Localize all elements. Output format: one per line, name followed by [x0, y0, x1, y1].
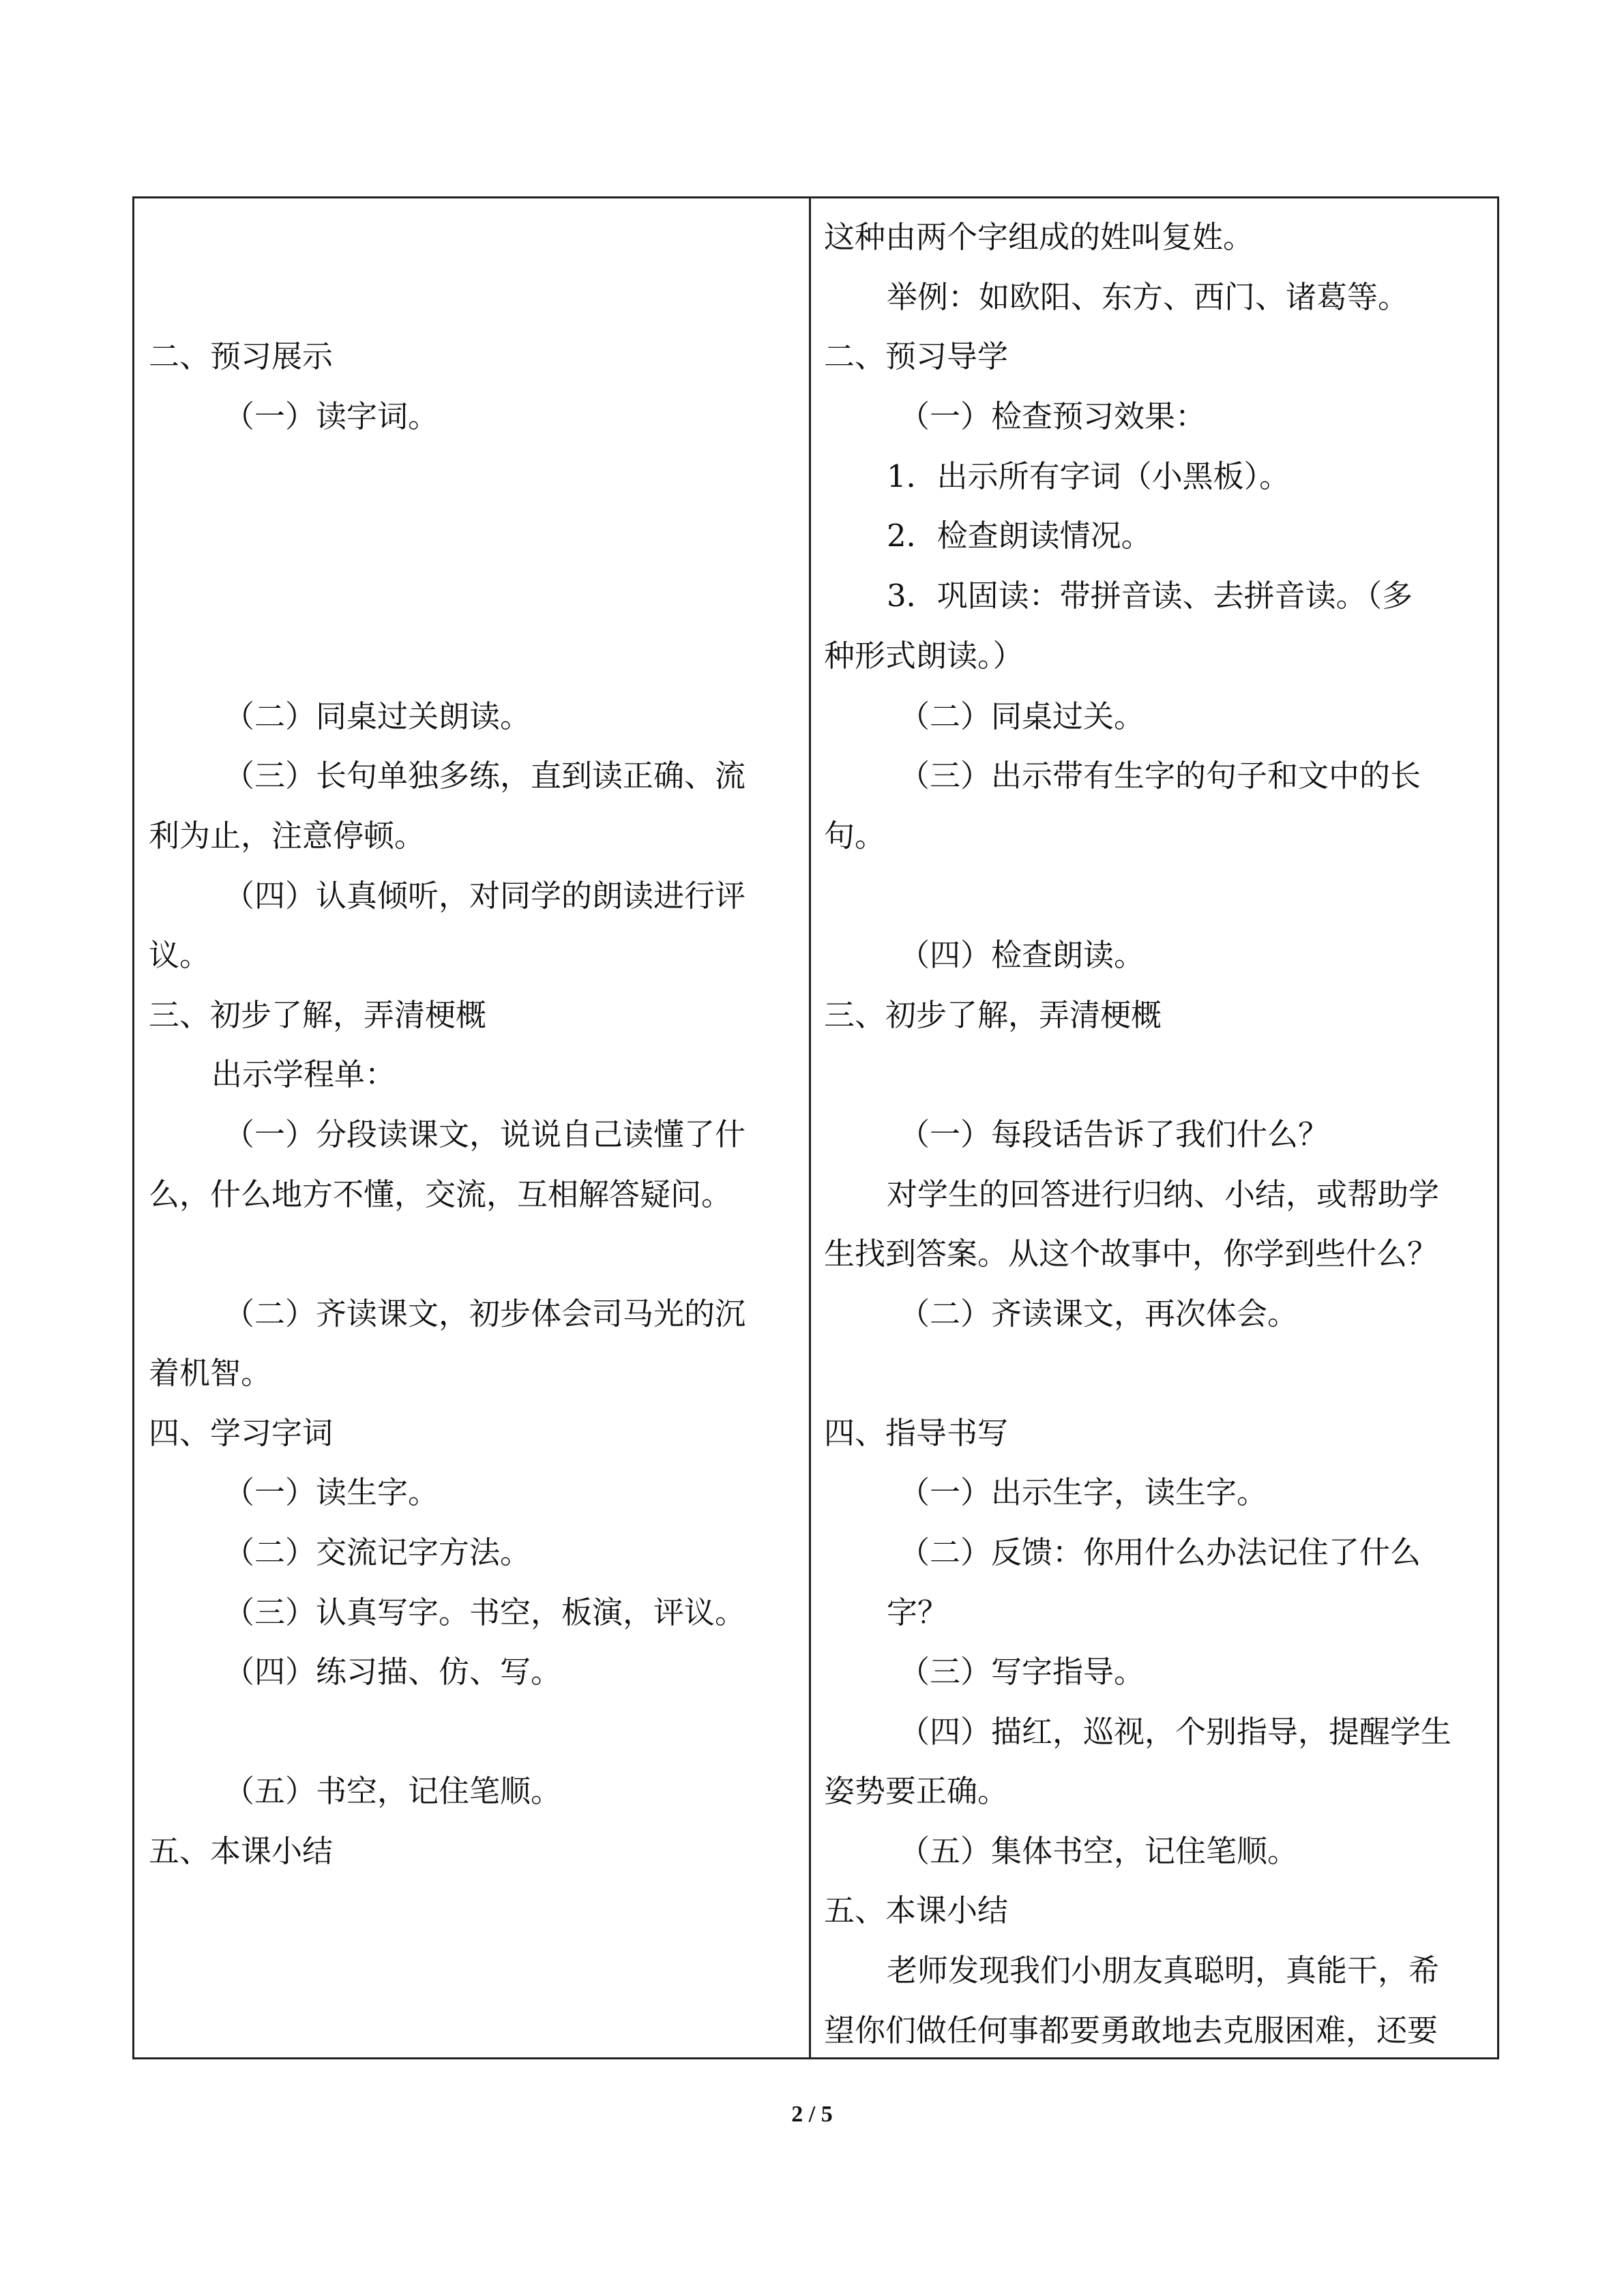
left-line: （三）长句单独多练，直到读正确、流 — [224, 758, 746, 794]
right-line: 三、初步了解，弄清梗概 — [824, 997, 1162, 1033]
right-line: （一）出示生字，读生字。 — [899, 1474, 1268, 1510]
left-line: （四）认真倾听，对同学的朗读进行评 — [224, 878, 746, 914]
left-line: （五）书空，记住笔顺。 — [224, 1773, 562, 1809]
left-line: （二）齐读课文，初步体会司马光的沉 — [224, 1296, 746, 1332]
right-line: 五、本课小结 — [824, 1892, 1009, 1928]
right-line: 望你们做任何事都要勇敢地去克服困难，还要 — [824, 2012, 1438, 2048]
left-line: 出示学程单： — [211, 1056, 396, 1092]
left-line: 三、初步了解，弄清梗概 — [149, 997, 487, 1033]
left-line: （四）练习描、仿、写。 — [224, 1654, 562, 1690]
page-number: 2 / 5 — [791, 2102, 833, 2127]
right-line: 对学生的回答进行归纳、小结，或帮助学 — [887, 1176, 1440, 1212]
right-line: 姿势要正确。 — [824, 1773, 1009, 1809]
right-line: （五）集体书空，记住笔顺。 — [899, 1833, 1299, 1869]
left-line: 四、学习字词 — [149, 1415, 334, 1451]
column-divider — [809, 196, 811, 2059]
left-line: 五、本课小结 — [149, 1833, 334, 1869]
right-line: （三）出示带有生字的句子和文中的长 — [899, 758, 1421, 794]
right-line: （四）描红，巡视，个别指导，提醒学生 — [899, 1714, 1452, 1750]
right-line: 老师发现我们小朋友真聪明，真能干，希 — [887, 1952, 1440, 1988]
right-line: 1．出示所有字词（小黑板）。 — [887, 458, 1290, 494]
right-line: 句。 — [824, 818, 886, 854]
left-line: 着机智。 — [149, 1355, 272, 1391]
left-line: （三）认真写字。书空，板演，评议。 — [224, 1594, 746, 1630]
right-line: 四、指导书写 — [824, 1415, 1009, 1451]
right-line: 举例：如欧阳、东方、西门、诸葛等。 — [887, 279, 1409, 315]
right-line: （二）同桌过关。 — [899, 698, 1145, 734]
right-line: （二）反馈：你用什么办法记住了什么 — [899, 1534, 1421, 1570]
left-line: 么，什么地方不懂，交流，互相解答疑问。 — [149, 1176, 733, 1212]
left-line: 议。 — [149, 937, 211, 973]
right-line: 这种由两个字组成的姓叫复姓。 — [824, 219, 1254, 255]
right-line: （四）检查朗读。 — [899, 937, 1145, 973]
right-line: 二、预习导学 — [824, 338, 1009, 374]
right-line: 生找到答案。从这个故事中，你学到些什么？ — [824, 1236, 1438, 1272]
right-line: （三）写字指导。 — [899, 1654, 1145, 1690]
right-line: 2．检查朗读情况。 — [887, 518, 1152, 554]
right-line: 3．巩固读：带拼音读、去拼音读。（多 — [887, 578, 1413, 614]
right-line: （一）每段话告诉了我们什么？ — [899, 1116, 1329, 1152]
left-line: （二）交流记字方法。 — [224, 1534, 531, 1570]
left-line: （一）读生字。 — [224, 1474, 439, 1510]
left-line: （一）读字词。 — [224, 398, 439, 434]
left-line: 二、预习展示 — [149, 338, 334, 374]
right-line: 种形式朗读。） — [824, 638, 1024, 674]
left-line: （二）同桌过关朗读。 — [224, 698, 531, 734]
left-line: 利为止，注意停顿。 — [149, 818, 426, 854]
right-line: （一）检查预习效果： — [899, 398, 1207, 434]
right-line: 字？ — [887, 1594, 949, 1630]
right-line: （二）齐读课文，再次体会。 — [899, 1296, 1299, 1332]
left-line: （一）分段读课文，说说自己读懂了什 — [224, 1116, 746, 1152]
